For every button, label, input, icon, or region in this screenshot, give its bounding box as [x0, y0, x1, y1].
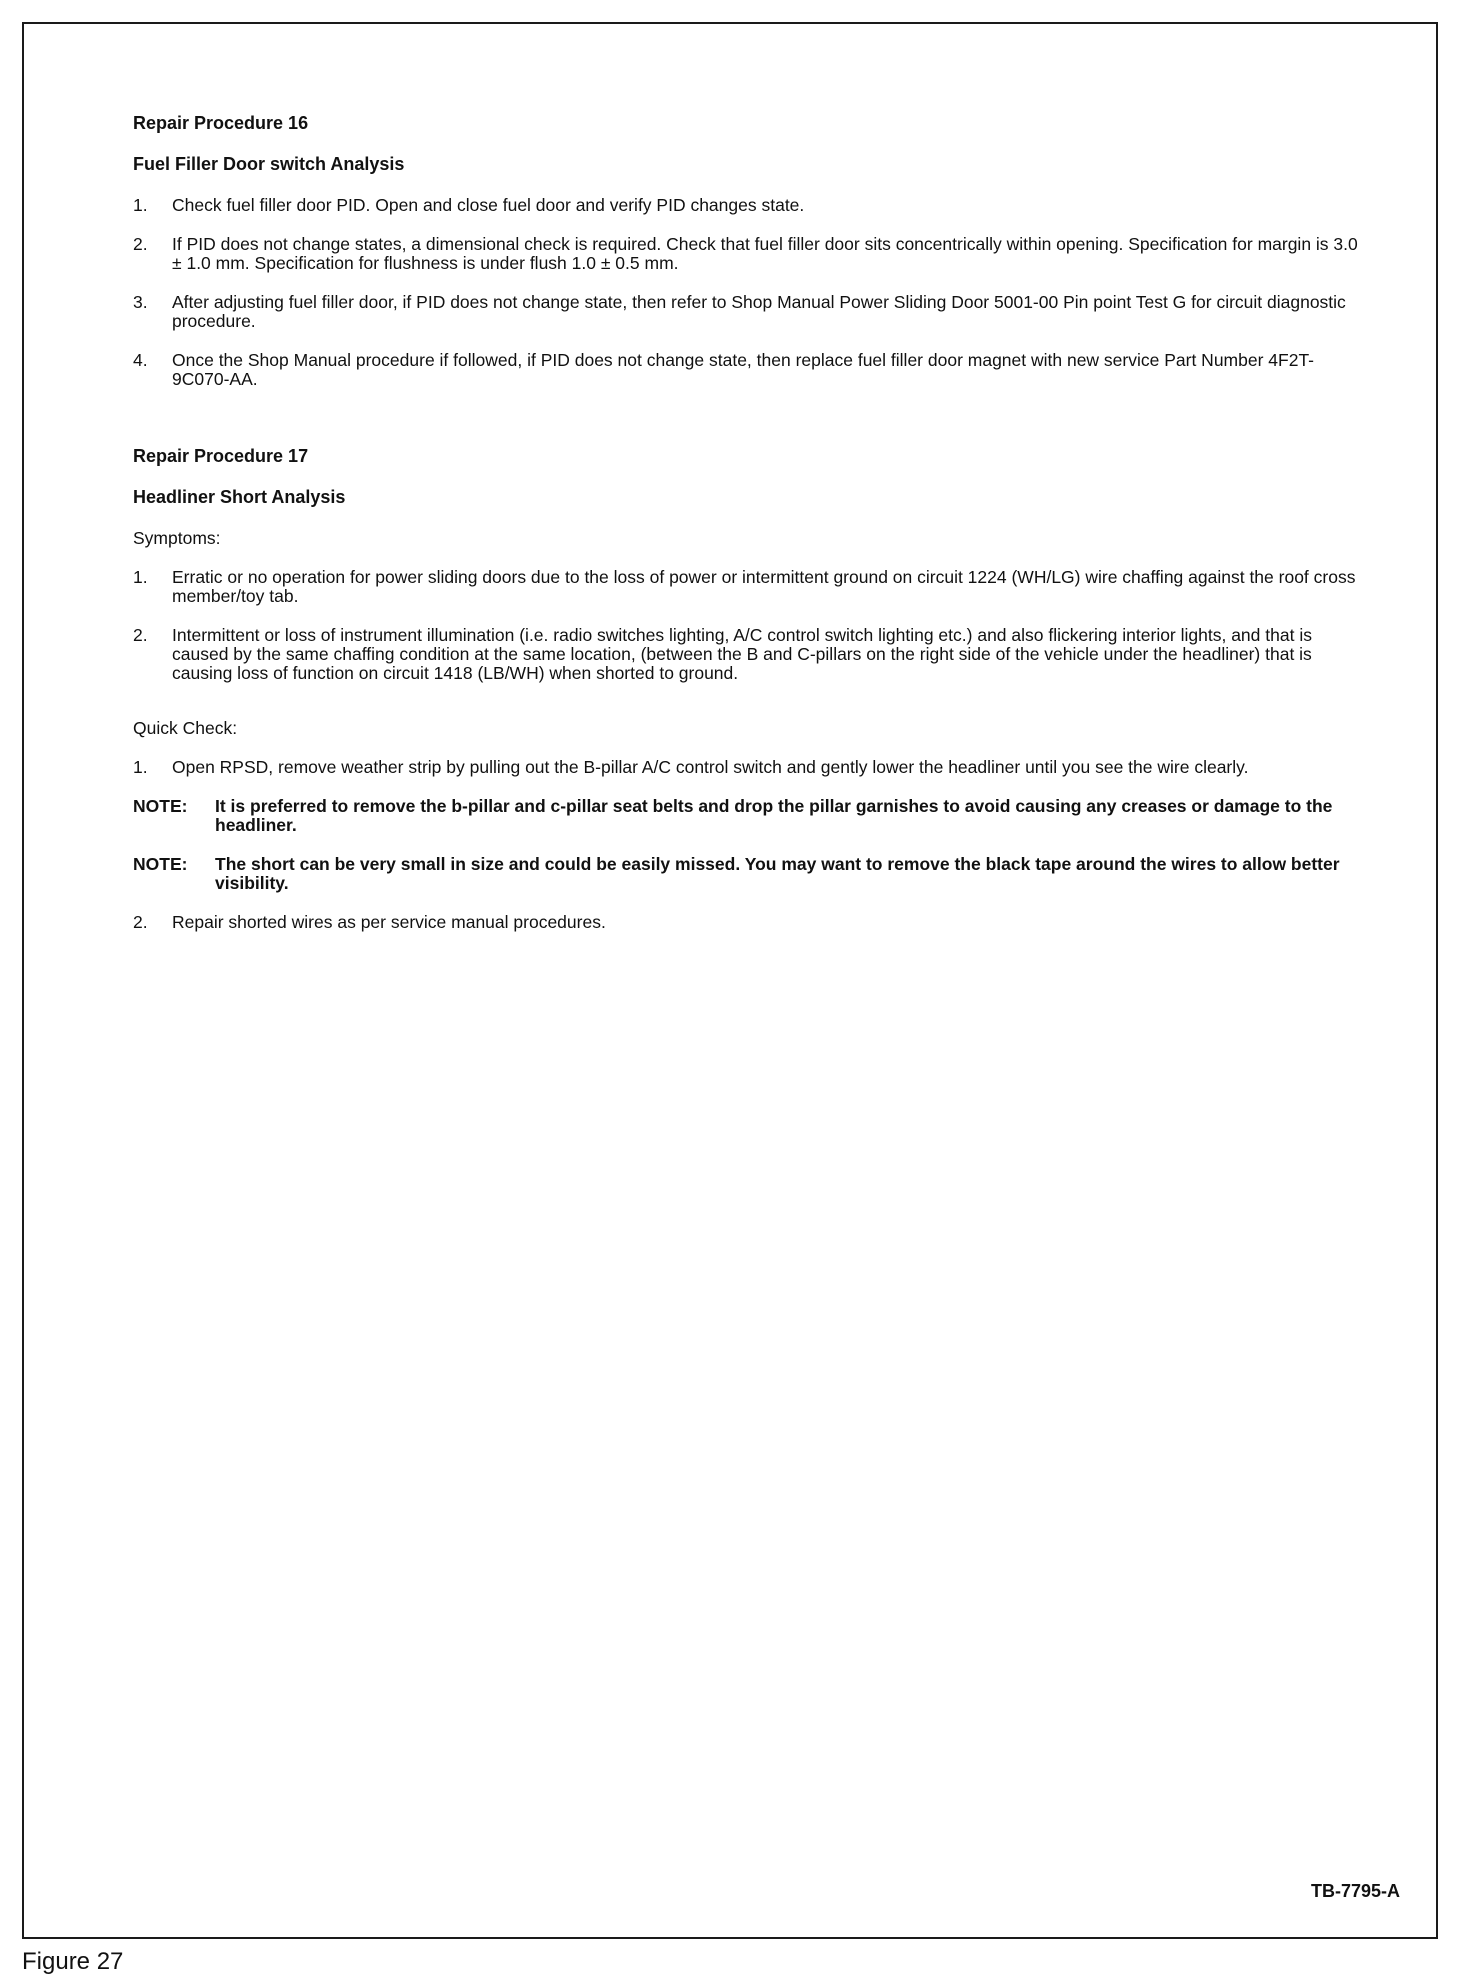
note-text: It is preferred to remove the b-pillar and c-pillar seat belts and drop the pillar garnishes to avoid causing any creases or damage to the headliner.	[215, 796, 1333, 835]
procedure-16-subtitle: Fuel Filler Door switch Analysis	[133, 154, 405, 174]
list-item	[133, 293, 1358, 331]
list-item-text: Erratic or no operation for power sliding doors due to the loss of power or intermittent ground on circuit 1224 (WH/LG) wire chaffing against the roof cross member/toy tab.	[172, 567, 1356, 606]
list-item-text: After adjusting fuel filler door, if PID does not change state, then refer to Shop Manual Power Sliding Door 5001-00 Pin point Test G for circuit diagnostic procedure.	[172, 292, 1346, 331]
list-item	[133, 235, 1358, 273]
symptoms-label: Symptoms:	[133, 528, 221, 548]
quick-check-label: Quick Check:	[133, 718, 238, 738]
figure-caption: Figure 27	[22, 1948, 124, 1975]
list-item-text: Intermittent or loss of instrument illumination (i.e. radio switches lighting, A/C control switch lighting etc.) and also flickering interior lights, and that is caused by the same chaffing condition at the same location, (between the B and C-pillars on the right side of the vehicle under the headliner) that is causing loss of function on circuit 1418 (LB/WH) when shorted to ground.	[172, 625, 1312, 683]
list-item	[133, 196, 1358, 215]
list-item	[133, 351, 1358, 389]
list-item-number: 2.	[133, 625, 148, 645]
procedure-17-title: Repair Procedure 17	[133, 446, 309, 466]
note-text: The short can be very small in size and could be easily missed. You may want to remove the black tape around the wires to allow better visibility.	[215, 854, 1340, 893]
section-spacer	[133, 703, 1358, 719]
note-label: NOTE:	[133, 854, 188, 874]
list-item-text: Repair shorted wires as per service manual procedures.	[172, 912, 606, 932]
note-label: NOTE:	[133, 796, 188, 816]
procedure-16-title: Repair Procedure 16	[133, 113, 309, 133]
note	[133, 855, 1358, 893]
list-item-number: 1.	[133, 195, 148, 215]
note	[133, 797, 1358, 835]
list-item-number: 3.	[133, 292, 148, 312]
section-spacer	[133, 409, 1358, 447]
list-item-number: 1.	[133, 757, 148, 777]
list-item	[133, 758, 1358, 777]
list-item-number: 1.	[133, 567, 148, 587]
list-item	[133, 626, 1358, 683]
list-item-number: 2.	[133, 234, 148, 254]
document-body	[133, 114, 1358, 952]
list-item-text: Open RPSD, remove weather strip by pulling out the B-pillar A/C control switch and gently lower the headliner until you see the wire clearly.	[172, 757, 1249, 777]
list-item-text: Check fuel filler door PID. Open and close fuel door and verify PID changes state.	[172, 195, 805, 215]
procedure-17-subtitle: Headliner Short Analysis	[133, 487, 346, 507]
list-item-number: 2.	[133, 912, 148, 932]
document-code: TB-7795-A	[1310, 1881, 1400, 1901]
list-item	[133, 568, 1358, 606]
list-item-number: 4.	[133, 350, 148, 370]
list-item-text: Once the Shop Manual procedure if followed, if PID does not change state, then replace fuel filler door magnet with new service Part Number 4F2T-9C070-AA.	[172, 350, 1314, 389]
list-item-text: If PID does not change states, a dimensional check is required. Check that fuel filler door sits concentrically within opening. Specification for margin is 3.0 ± 1.0 mm. Specification for flushness is under flush 1.0 ± 0.5 mm.	[172, 234, 1358, 273]
list-item	[133, 913, 1358, 932]
